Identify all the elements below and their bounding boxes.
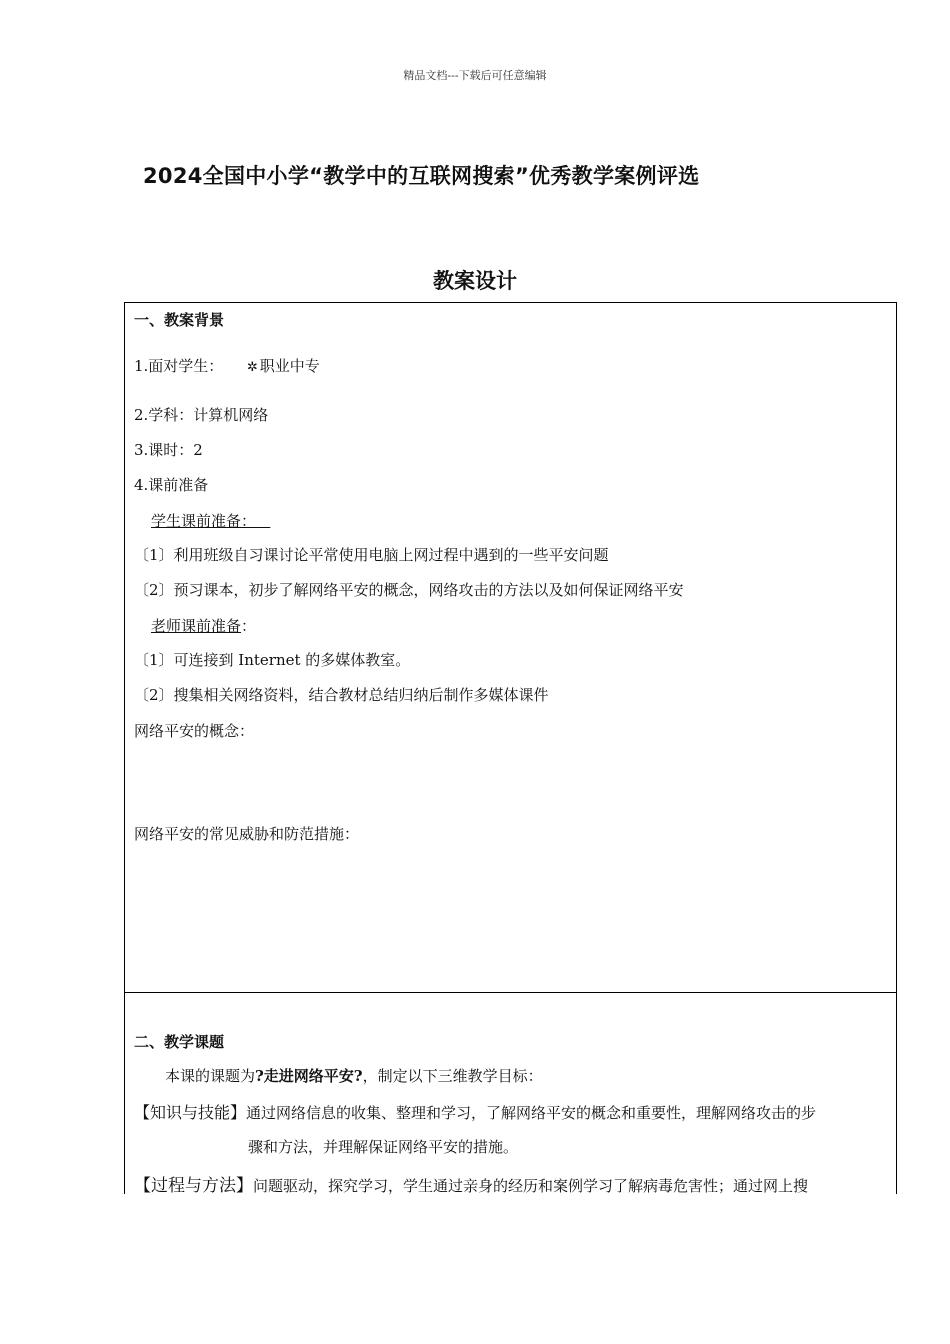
document-subtitle: 教案设计 — [433, 269, 517, 293]
process-goal: 【过程与方法】问题驱动，探究学习，学生通过亲身的经历和案例学习了解病毒危害性；通过网上搜 — [134, 1176, 809, 1196]
topic-intro: 本课的课题为?走进网络平安?，制定以下三维教学目标： — [165, 1067, 543, 1085]
topic-name: ?走进网络平安? — [255, 1067, 363, 1085]
student-prep-label: 学生课前准备： — [151, 512, 257, 530]
concept-label: 网络平安的概念： — [134, 722, 255, 740]
gear-icon: ✲ — [246, 360, 258, 375]
teacher-prep-item: 〔1〕可连接到 Internet 的多媒体教室。 — [134, 651, 411, 669]
document-title: 2024全国中小学“教学中的互联网搜索”优秀教学案例评选 — [143, 164, 700, 188]
process-label: 【过程与方法】 — [134, 1176, 253, 1196]
section1-heading: 一、教案背景 — [134, 311, 225, 329]
teacher-prep-item: 〔2〕搜集相关网络资料，结合教材总结归纳后制作多媒体课件 — [134, 686, 549, 704]
knowledge-label: 【知识与技能】 — [134, 1103, 247, 1122]
student-prep-item: 〔2〕预习课本，初步了解网络平安的概念，网络攻击的方法以及如何保证网络平安 — [134, 581, 684, 599]
student-prep-item: 〔1〕利用班级自习课讨论平常使用电脑上网过程中遇到的一些平安问题 — [134, 546, 609, 564]
students-value: 职业中专 — [259, 357, 320, 375]
section-background-box — [124, 302, 897, 993]
header-note: 精品文档---下载后可任意编辑 — [403, 69, 547, 82]
threats-label: 网络平安的常见威胁和防范措施： — [134, 825, 360, 843]
hours-line: 3.课时：2 — [134, 441, 203, 459]
students-label: 1.面对学生： — [134, 357, 224, 375]
knowledge-goal: 【知识与技能】通过网络信息的收集、整理和学习，了解网络平安的概念和重要性，理解网络攻击的步 — [134, 1103, 817, 1122]
prep-line: 4.课前准备 — [134, 476, 209, 494]
section-topic-box — [124, 992, 897, 1194]
section2-heading: 二、教学课题 — [134, 1033, 225, 1051]
knowledge-goal-cont: 骤和方法，并理解保证网络平安的措施。 — [248, 1138, 519, 1156]
students-row — [134, 355, 320, 376]
teacher-prep-label-row: 老师课前准备： — [151, 617, 257, 635]
teacher-prep-label: 老师课前准备 — [151, 617, 242, 635]
subject-line: 2.学科：计算机网络 — [134, 406, 269, 424]
